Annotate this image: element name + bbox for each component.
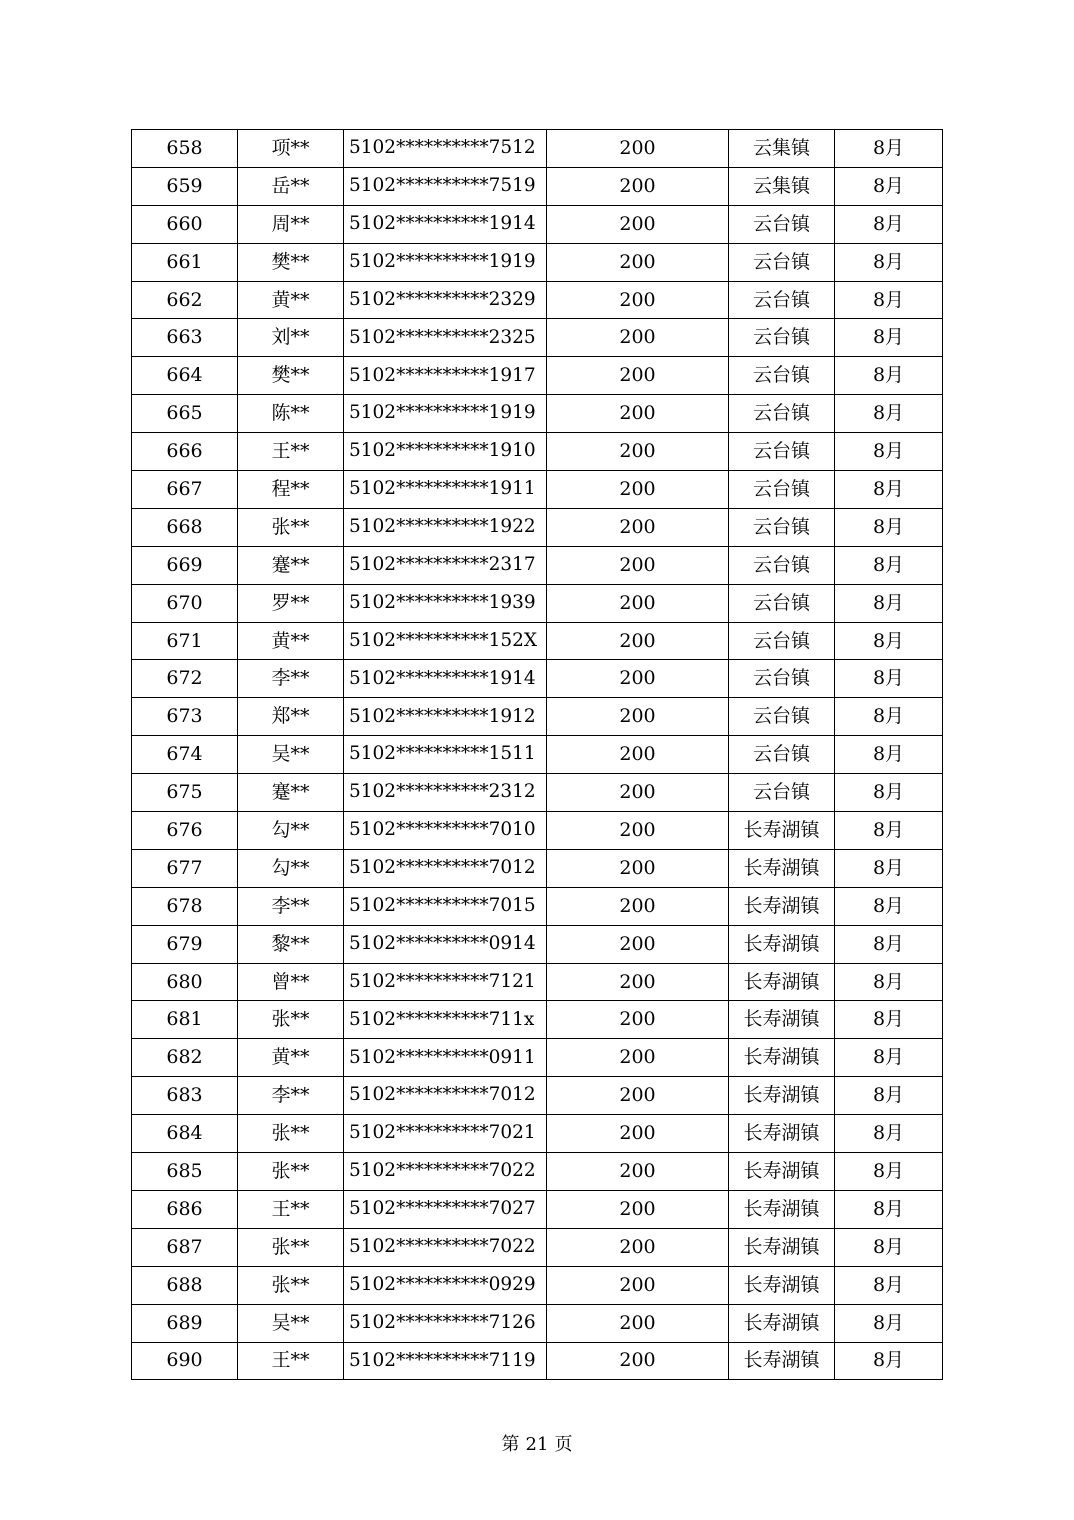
cell-name: 黎** bbox=[238, 925, 344, 963]
cell-amount: 200 bbox=[547, 925, 729, 963]
cell-month: 8月 bbox=[835, 508, 943, 546]
cell-id-number: 5102**********1910 bbox=[344, 433, 547, 471]
cell-month: 8月 bbox=[835, 281, 943, 319]
cell-id-number: 5102**********7021 bbox=[344, 1115, 547, 1153]
cell-name: 项** bbox=[238, 130, 344, 168]
cell-month: 8月 bbox=[835, 849, 943, 887]
cell-town: 长寿湖镇 bbox=[729, 887, 835, 925]
cell-month: 8月 bbox=[835, 205, 943, 243]
cell-amount: 200 bbox=[547, 319, 729, 357]
cell-id-number: 5102**********1914 bbox=[344, 205, 547, 243]
cell-name: 张** bbox=[238, 1001, 344, 1039]
cell-month: 8月 bbox=[835, 622, 943, 660]
cell-amount: 200 bbox=[547, 622, 729, 660]
cell-amount: 200 bbox=[547, 130, 729, 168]
table-row bbox=[132, 925, 943, 963]
table-row bbox=[132, 584, 943, 622]
cell-town: 云台镇 bbox=[729, 281, 835, 319]
cell-month: 8月 bbox=[835, 887, 943, 925]
cell-name: 吴** bbox=[238, 736, 344, 774]
cell-seq: 664 bbox=[132, 357, 238, 395]
cell-town: 云台镇 bbox=[729, 395, 835, 433]
cell-seq: 685 bbox=[132, 1153, 238, 1191]
cell-seq: 672 bbox=[132, 660, 238, 698]
cell-month: 8月 bbox=[835, 357, 943, 395]
table-row bbox=[132, 698, 943, 736]
cell-amount: 200 bbox=[547, 1342, 729, 1380]
cell-id-number: 5102**********1922 bbox=[344, 508, 547, 546]
table-row bbox=[132, 849, 943, 887]
page-footer bbox=[0, 1430, 1074, 1456]
cell-town: 长寿湖镇 bbox=[729, 849, 835, 887]
cell-month: 8月 bbox=[835, 471, 943, 509]
cell-amount: 200 bbox=[547, 546, 729, 584]
cell-id-number: 5102**********7512 bbox=[344, 130, 547, 168]
cell-month: 8月 bbox=[835, 925, 943, 963]
cell-name: 黄** bbox=[238, 1039, 344, 1077]
cell-name: 张** bbox=[238, 1115, 344, 1153]
cell-seq: 666 bbox=[132, 433, 238, 471]
cell-month: 8月 bbox=[835, 1001, 943, 1039]
cell-id-number: 5102**********7022 bbox=[344, 1228, 547, 1266]
cell-id-number: 5102**********7027 bbox=[344, 1190, 547, 1228]
table-row bbox=[132, 1228, 943, 1266]
table-row bbox=[132, 774, 943, 812]
table-row bbox=[132, 1039, 943, 1077]
cell-amount: 200 bbox=[547, 1266, 729, 1304]
cell-town: 云台镇 bbox=[729, 205, 835, 243]
table-row bbox=[132, 660, 943, 698]
cell-id-number: 5102**********2317 bbox=[344, 546, 547, 584]
cell-town: 云台镇 bbox=[729, 471, 835, 509]
cell-town: 长寿湖镇 bbox=[729, 963, 835, 1001]
cell-town: 云集镇 bbox=[729, 167, 835, 205]
records-table bbox=[131, 129, 943, 1380]
cell-town: 云台镇 bbox=[729, 508, 835, 546]
cell-month: 8月 bbox=[835, 433, 943, 471]
table-row bbox=[132, 736, 943, 774]
cell-id-number: 5102**********7022 bbox=[344, 1153, 547, 1191]
cell-name: 刘** bbox=[238, 319, 344, 357]
cell-town: 云台镇 bbox=[729, 736, 835, 774]
cell-id-number: 5102**********7126 bbox=[344, 1304, 547, 1342]
cell-seq: 674 bbox=[132, 736, 238, 774]
table-row bbox=[132, 1077, 943, 1115]
cell-amount: 200 bbox=[547, 1190, 729, 1228]
cell-seq: 660 bbox=[132, 205, 238, 243]
cell-town: 云台镇 bbox=[729, 622, 835, 660]
cell-name: 张** bbox=[238, 1153, 344, 1191]
cell-name: 勾** bbox=[238, 812, 344, 850]
table-row bbox=[132, 887, 943, 925]
cell-id-number: 5102**********0914 bbox=[344, 925, 547, 963]
table-row bbox=[132, 1266, 943, 1304]
cell-name: 王** bbox=[238, 433, 344, 471]
table-row bbox=[132, 319, 943, 357]
cell-name: 黄** bbox=[238, 622, 344, 660]
cell-town: 长寿湖镇 bbox=[729, 1001, 835, 1039]
cell-name: 程** bbox=[238, 471, 344, 509]
cell-id-number: 5102**********2312 bbox=[344, 774, 547, 812]
cell-amount: 200 bbox=[547, 1115, 729, 1153]
cell-town: 长寿湖镇 bbox=[729, 1266, 835, 1304]
cell-town: 云台镇 bbox=[729, 774, 835, 812]
table-row bbox=[132, 205, 943, 243]
cell-town: 云台镇 bbox=[729, 433, 835, 471]
cell-name: 王** bbox=[238, 1342, 344, 1380]
page-prefix: 第 bbox=[501, 1434, 520, 1455]
cell-month: 8月 bbox=[835, 130, 943, 168]
cell-seq: 675 bbox=[132, 774, 238, 812]
cell-seq: 683 bbox=[132, 1077, 238, 1115]
table-row bbox=[132, 471, 943, 509]
cell-seq: 679 bbox=[132, 925, 238, 963]
cell-amount: 200 bbox=[547, 584, 729, 622]
cell-month: 8月 bbox=[835, 812, 943, 850]
cell-name: 蹇** bbox=[238, 774, 344, 812]
cell-id-number: 5102**********2329 bbox=[344, 281, 547, 319]
cell-id-number: 5102**********1912 bbox=[344, 698, 547, 736]
cell-amount: 200 bbox=[547, 1304, 729, 1342]
cell-town: 长寿湖镇 bbox=[729, 1190, 835, 1228]
cell-month: 8月 bbox=[835, 1304, 943, 1342]
cell-seq: 687 bbox=[132, 1228, 238, 1266]
cell-amount: 200 bbox=[547, 1001, 729, 1039]
cell-seq: 680 bbox=[132, 963, 238, 1001]
table-row bbox=[132, 1190, 943, 1228]
cell-month: 8月 bbox=[835, 1115, 943, 1153]
table-row bbox=[132, 167, 943, 205]
cell-name: 樊** bbox=[238, 243, 344, 281]
cell-id-number: 5102**********0929 bbox=[344, 1266, 547, 1304]
cell-id-number: 5102**********1511 bbox=[344, 736, 547, 774]
cell-id-number: 5102**********0911 bbox=[344, 1039, 547, 1077]
cell-seq: 686 bbox=[132, 1190, 238, 1228]
table-row bbox=[132, 1153, 943, 1191]
cell-month: 8月 bbox=[835, 243, 943, 281]
cell-month: 8月 bbox=[835, 1228, 943, 1266]
table-row bbox=[132, 622, 943, 660]
cell-month: 8月 bbox=[835, 963, 943, 1001]
cell-town: 云集镇 bbox=[729, 130, 835, 168]
cell-id-number: 5102**********7519 bbox=[344, 167, 547, 205]
cell-id-number: 5102**********7121 bbox=[344, 963, 547, 1001]
cell-seq: 670 bbox=[132, 584, 238, 622]
cell-name: 张** bbox=[238, 1266, 344, 1304]
cell-town: 云台镇 bbox=[729, 660, 835, 698]
cell-seq: 662 bbox=[132, 281, 238, 319]
cell-name: 张** bbox=[238, 1228, 344, 1266]
cell-month: 8月 bbox=[835, 395, 943, 433]
table-row bbox=[132, 546, 943, 584]
cell-seq: 677 bbox=[132, 849, 238, 887]
cell-name: 李** bbox=[238, 887, 344, 925]
table-row bbox=[132, 1001, 943, 1039]
cell-name: 吴** bbox=[238, 1304, 344, 1342]
cell-seq: 678 bbox=[132, 887, 238, 925]
cell-town: 云台镇 bbox=[729, 584, 835, 622]
cell-town: 长寿湖镇 bbox=[729, 1342, 835, 1380]
cell-month: 8月 bbox=[835, 1039, 943, 1077]
cell-amount: 200 bbox=[547, 471, 729, 509]
cell-id-number: 5102**********1914 bbox=[344, 660, 547, 698]
cell-amount: 200 bbox=[547, 395, 729, 433]
cell-seq: 667 bbox=[132, 471, 238, 509]
cell-id-number: 5102**********1919 bbox=[344, 243, 547, 281]
cell-amount: 200 bbox=[547, 736, 729, 774]
cell-id-number: 5102**********1939 bbox=[344, 584, 547, 622]
cell-name: 岳** bbox=[238, 167, 344, 205]
cell-month: 8月 bbox=[835, 167, 943, 205]
cell-month: 8月 bbox=[835, 774, 943, 812]
cell-name: 郑** bbox=[238, 698, 344, 736]
cell-town: 云台镇 bbox=[729, 546, 835, 584]
cell-name: 周** bbox=[238, 205, 344, 243]
cell-amount: 200 bbox=[547, 660, 729, 698]
cell-amount: 200 bbox=[547, 1039, 729, 1077]
table-row bbox=[132, 357, 943, 395]
cell-id-number: 5102**********711x bbox=[344, 1001, 547, 1039]
cell-town: 长寿湖镇 bbox=[729, 1115, 835, 1153]
cell-town: 云台镇 bbox=[729, 243, 835, 281]
cell-amount: 200 bbox=[547, 774, 729, 812]
cell-town: 云台镇 bbox=[729, 357, 835, 395]
table-row bbox=[132, 508, 943, 546]
cell-name: 张** bbox=[238, 508, 344, 546]
cell-amount: 200 bbox=[547, 508, 729, 546]
cell-id-number: 5102**********152X bbox=[344, 622, 547, 660]
table-row bbox=[132, 1115, 943, 1153]
table-row bbox=[132, 963, 943, 1001]
cell-name: 王** bbox=[238, 1190, 344, 1228]
cell-month: 8月 bbox=[835, 1342, 943, 1380]
page-suffix: 页 bbox=[554, 1434, 573, 1455]
cell-town: 长寿湖镇 bbox=[729, 1077, 835, 1115]
cell-seq: 668 bbox=[132, 508, 238, 546]
cell-seq: 681 bbox=[132, 1001, 238, 1039]
cell-seq: 659 bbox=[132, 167, 238, 205]
cell-amount: 200 bbox=[547, 433, 729, 471]
cell-month: 8月 bbox=[835, 319, 943, 357]
cell-town: 长寿湖镇 bbox=[729, 1304, 835, 1342]
cell-month: 8月 bbox=[835, 660, 943, 698]
table-row bbox=[132, 130, 943, 168]
cell-name: 李** bbox=[238, 660, 344, 698]
cell-month: 8月 bbox=[835, 1266, 943, 1304]
cell-amount: 200 bbox=[547, 812, 729, 850]
cell-month: 8月 bbox=[835, 1153, 943, 1191]
cell-amount: 200 bbox=[547, 281, 729, 319]
cell-name: 樊** bbox=[238, 357, 344, 395]
cell-name: 李** bbox=[238, 1077, 344, 1115]
cell-town: 云台镇 bbox=[729, 698, 835, 736]
cell-town: 长寿湖镇 bbox=[729, 1153, 835, 1191]
cell-amount: 200 bbox=[547, 887, 729, 925]
table-row bbox=[132, 281, 943, 319]
cell-month: 8月 bbox=[835, 736, 943, 774]
cell-town: 云台镇 bbox=[729, 319, 835, 357]
table-row bbox=[132, 433, 943, 471]
cell-seq: 689 bbox=[132, 1304, 238, 1342]
cell-town: 长寿湖镇 bbox=[729, 1039, 835, 1077]
table-row bbox=[132, 243, 943, 281]
cell-month: 8月 bbox=[835, 546, 943, 584]
cell-id-number: 5102**********7015 bbox=[344, 887, 547, 925]
cell-month: 8月 bbox=[835, 1190, 943, 1228]
cell-amount: 200 bbox=[547, 1228, 729, 1266]
cell-id-number: 5102**********1919 bbox=[344, 395, 547, 433]
cell-seq: 688 bbox=[132, 1266, 238, 1304]
cell-name: 曾** bbox=[238, 963, 344, 1001]
cell-amount: 200 bbox=[547, 849, 729, 887]
cell-amount: 200 bbox=[547, 1077, 729, 1115]
cell-id-number: 5102**********7119 bbox=[344, 1342, 547, 1380]
cell-id-number: 5102**********7012 bbox=[344, 1077, 547, 1115]
cell-seq: 690 bbox=[132, 1342, 238, 1380]
table-row bbox=[132, 1304, 943, 1342]
table-row bbox=[132, 812, 943, 850]
cell-id-number: 5102**********1911 bbox=[344, 471, 547, 509]
cell-id-number: 5102**********7010 bbox=[344, 812, 547, 850]
cell-month: 8月 bbox=[835, 584, 943, 622]
cell-id-number: 5102**********7012 bbox=[344, 849, 547, 887]
cell-amount: 200 bbox=[547, 205, 729, 243]
cell-amount: 200 bbox=[547, 357, 729, 395]
page-number: 21 bbox=[525, 1434, 549, 1455]
cell-name: 罗** bbox=[238, 584, 344, 622]
cell-seq: 676 bbox=[132, 812, 238, 850]
cell-amount: 200 bbox=[547, 698, 729, 736]
cell-town: 长寿湖镇 bbox=[729, 1228, 835, 1266]
cell-name: 蹇** bbox=[238, 546, 344, 584]
cell-name: 黄** bbox=[238, 281, 344, 319]
table-row bbox=[132, 395, 943, 433]
cell-seq: 673 bbox=[132, 698, 238, 736]
records-body bbox=[132, 130, 943, 1380]
cell-amount: 200 bbox=[547, 167, 729, 205]
cell-month: 8月 bbox=[835, 698, 943, 736]
cell-town: 长寿湖镇 bbox=[729, 925, 835, 963]
cell-amount: 200 bbox=[547, 963, 729, 1001]
cell-seq: 682 bbox=[132, 1039, 238, 1077]
cell-id-number: 5102**********1917 bbox=[344, 357, 547, 395]
cell-seq: 661 bbox=[132, 243, 238, 281]
table-row bbox=[132, 1342, 943, 1380]
cell-amount: 200 bbox=[547, 243, 729, 281]
cell-town: 长寿湖镇 bbox=[729, 812, 835, 850]
cell-seq: 669 bbox=[132, 546, 238, 584]
cell-seq: 671 bbox=[132, 622, 238, 660]
cell-seq: 663 bbox=[132, 319, 238, 357]
cell-seq: 658 bbox=[132, 130, 238, 168]
cell-month: 8月 bbox=[835, 1077, 943, 1115]
cell-name: 勾** bbox=[238, 849, 344, 887]
cell-seq: 684 bbox=[132, 1115, 238, 1153]
cell-seq: 665 bbox=[132, 395, 238, 433]
cell-amount: 200 bbox=[547, 1153, 729, 1191]
cell-name: 陈** bbox=[238, 395, 344, 433]
cell-id-number: 5102**********2325 bbox=[344, 319, 547, 357]
